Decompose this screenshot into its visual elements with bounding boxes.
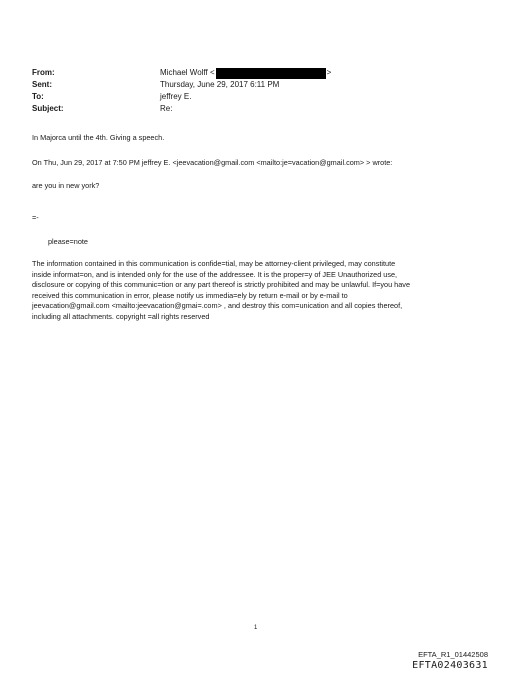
bates-number-2: EFTA02403631: [412, 660, 488, 671]
notice-line: The information contained in this communication is confide=tial, may be attorney-client privileged, may constitute: [32, 259, 396, 268]
subject-row: [32, 103, 331, 115]
to-row: [32, 91, 331, 103]
notice-line: inside informat=on, and is intended only for the use of the addressee. It is the proper=y of JEE Unauthorized use,: [32, 269, 398, 279]
from-label: From:: [32, 68, 55, 77]
email-header: [32, 67, 331, 115]
confidentiality-notice: [32, 259, 482, 322]
quoted-question: are you in new york?: [32, 181, 100, 190]
sent-value: Thursday, June 29, 2017 6:11 PM: [160, 80, 280, 89]
reply-line: In Majorca until the 4th. Giving a speech.: [32, 133, 165, 142]
from-value: [160, 67, 331, 79]
redaction-bar: [216, 68, 326, 79]
sent-row: [32, 79, 331, 91]
from-suffix: >: [326, 68, 332, 77]
quote-attribution: On Thu, Jun 29, 2017 at 7:50 PM jeffrey E. <jeevacation@gmail.com <mailto:je=vacation@gmail.com> > wrote:: [32, 158, 393, 167]
please-note: please=note: [48, 237, 88, 246]
from-name: Michael Wolff <: [160, 68, 215, 77]
sent-label: Sent:: [32, 80, 52, 89]
to-label: To:: [32, 92, 44, 101]
separator-text: =-: [32, 213, 39, 222]
from-row: [32, 67, 331, 79]
notice-line: jeevacation@gmail.com <mailto:jeevacation@gmai=.com> , and destroy this com=unication and all copies thereof,: [32, 301, 403, 310]
notice-line: received this communication in error, please notify us immedia=ely by return e-mail or by e-mail to: [32, 290, 348, 300]
bates-number-1: EFTA_R1_01442508: [418, 650, 488, 659]
to-value: jeffrey E.: [160, 92, 192, 101]
notice-line: disclosure or copying of this communic=tion or any part thereof is strictly prohibited and may be unlawful. If=you have: [32, 280, 411, 289]
subject-value: Re:: [160, 104, 173, 113]
notice-line: including all attachments. copyright =all rights reserved: [32, 311, 210, 321]
page-number: 1: [254, 625, 258, 631]
subject-label: Subject:: [32, 104, 64, 113]
